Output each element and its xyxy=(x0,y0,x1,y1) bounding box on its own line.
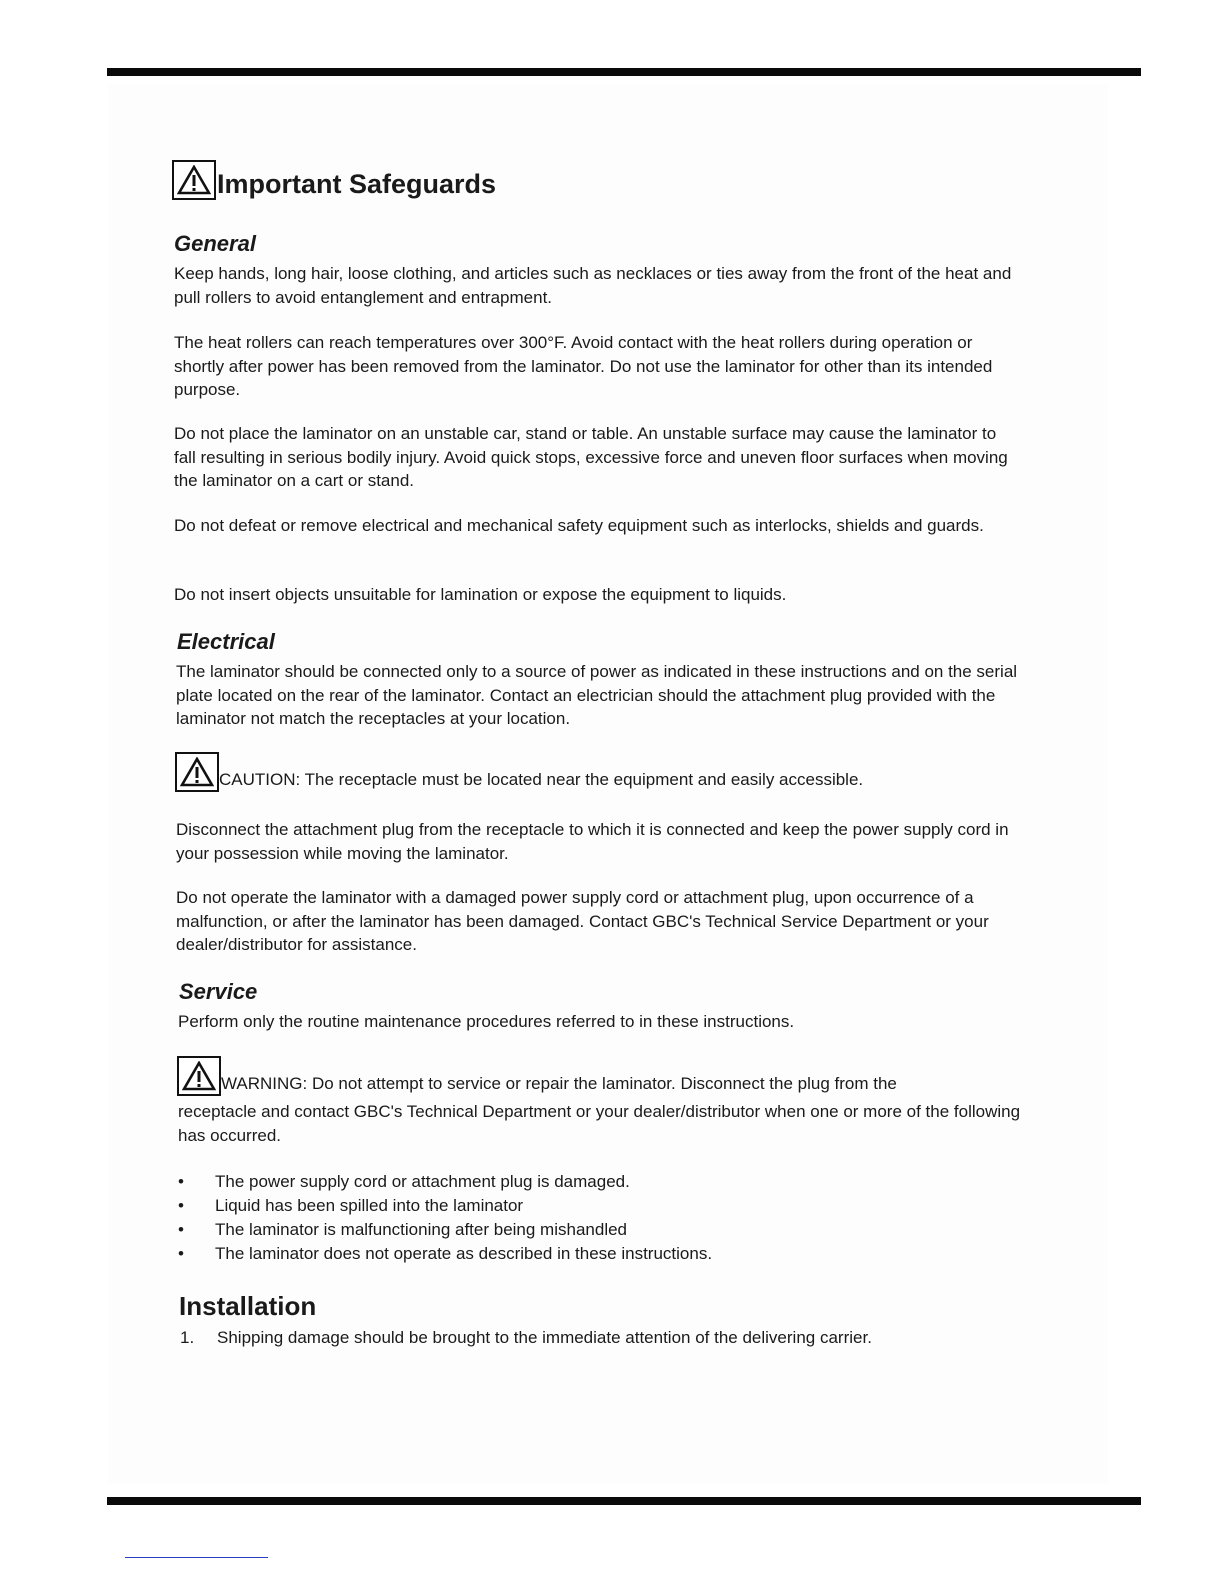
list-item-text: The laminator does not operate as described in these instructions. xyxy=(215,1244,713,1263)
caution-text: CAUTION: The receptacle must be located near the equipment and easily accessible. xyxy=(219,770,864,789)
warning-text-continued: receptacle and contact GBC's Technical Department or your dealer/distributor when one or more of the following has occurred. xyxy=(178,1102,1021,1145)
item-text: Shipping damage should be brought to the immediate attention of the delivering carrier. xyxy=(217,1328,872,1347)
general-heading: General xyxy=(174,231,256,256)
list-item xyxy=(178,1218,998,1242)
general-paragraph: Do not insert objects unsuitable for lamination or expose the equipment to liquids. xyxy=(174,585,787,604)
list-item-text: Liquid has been spilled into the laminator xyxy=(215,1196,524,1215)
list-item xyxy=(178,1242,998,1266)
caution-notice xyxy=(175,752,863,792)
page-title-row xyxy=(172,160,496,200)
list-item xyxy=(178,1170,998,1194)
top-rule xyxy=(107,68,1141,76)
bullet-marker: • xyxy=(178,1172,184,1191)
service-heading: Service xyxy=(179,979,258,1004)
list-item-text: The power supply cord or attachment plug is damaged. xyxy=(215,1172,630,1191)
warning-notice xyxy=(177,1056,897,1096)
bullet-marker: • xyxy=(178,1196,184,1215)
page-title: Important Safeguards xyxy=(217,169,497,199)
bullet-marker: • xyxy=(178,1244,184,1263)
installation-heading: Installation xyxy=(179,1291,317,1321)
warning-triangle-icon xyxy=(177,1056,221,1096)
general-paragraph: Keep hands, long hair, loose clothing, and articles such as necklaces or ties away from the front of the heat and pull rollers to avoid entanglement and entrapment. xyxy=(174,264,1012,307)
bullet-marker: • xyxy=(178,1220,184,1239)
installation-item xyxy=(180,1328,1060,1348)
list-item-text: The laminator is malfunctioning after being mishandled xyxy=(215,1220,628,1239)
electrical-paragraph: The laminator should be connected only to a source of power as indicated in these instructions and on the serial plate located on the rear of the laminator. Contact an electrician should the attachment plug provided with the laminator not match the receptacles at your location. xyxy=(176,662,1018,728)
footer-link-underline[interactable] xyxy=(125,1557,268,1558)
bottom-rule xyxy=(107,1497,1141,1505)
general-paragraph: Do not defeat or remove electrical and mechanical safety equipment such as interlocks, shields and guards. xyxy=(174,516,984,535)
electrical-paragraph: Disconnect the attachment plug from the receptacle to which it is connected and keep the power supply cord in your possession while moving the laminator. xyxy=(176,820,1009,863)
general-paragraph: Do not place the laminator on an unstable car, stand or table. An unstable surface may cause the laminator to fall resulting in serious bodily injury. Avoid quick stops, excessive force and uneven floor surfaces when moving the laminator on a cart or stand. xyxy=(174,424,1008,490)
warning-text-first-line: WARNING: Do not attempt to service or repair the laminator. Disconnect the plug from the xyxy=(221,1074,897,1093)
service-paragraph: Perform only the routine maintenance procedures referred to in these instructions. xyxy=(178,1012,795,1031)
item-number: 1. xyxy=(180,1328,195,1347)
warning-triangle-icon xyxy=(172,160,216,200)
warning-triangle-icon xyxy=(175,752,219,792)
electrical-paragraph: Do not operate the laminator with a damaged power supply cord or attachment plug, upon occurrence of a malfunction, or after the laminator has been damaged. Contact GBC's Technical Service Department or your dealer/distributor for assistance. xyxy=(176,888,989,954)
electrical-heading: Electrical xyxy=(177,629,275,654)
list-item xyxy=(178,1194,998,1218)
general-paragraph: The heat rollers can reach temperatures over 300°F. Avoid contact with the heat rollers during operation or shortly after power has been removed from the laminator. Do not use the laminator for other than its intended purpose. xyxy=(174,333,993,399)
damage-conditions-list xyxy=(178,1170,998,1266)
